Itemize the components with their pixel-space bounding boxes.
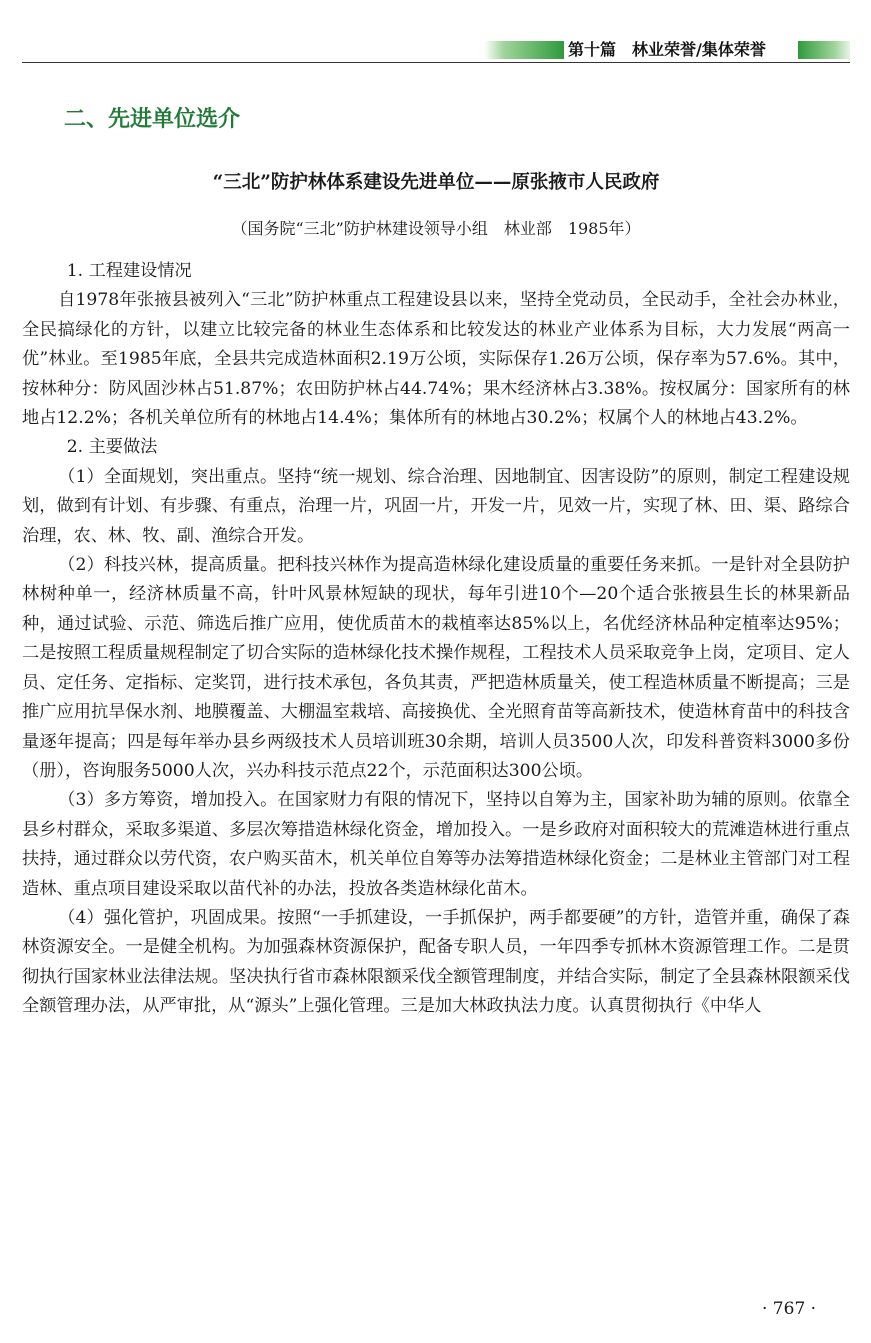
article-body — [22, 257, 850, 1022]
running-header — [22, 38, 850, 64]
header-decorative-bar-left — [484, 41, 564, 59]
subheading-project-status: 1. 工程建设情况 — [66, 261, 192, 281]
header-rule — [22, 62, 850, 63]
section-heading: 二、先进单位选介 — [64, 107, 241, 132]
subheading-main-methods: 2. 主要做法 — [66, 437, 158, 458]
header-decorative-bar-right — [798, 41, 850, 59]
article-title: “三北”防护林体系建设先进单位——原张掖市人民政府 — [212, 172, 660, 193]
paragraph: （1）全面规划，突出重点。坚持“统一规划、综合治理、因地制宜、因害设防”的原则，制定工程建设规划，做到有计划、有步骤、有重点，治理一片，巩固一片，开发一片，见效一片，实现了林、田、渠、路综合治理，农、林、牧、副、渔综合开发。 — [22, 466, 850, 546]
article-source: （国务院“三北”防护林建设领导小组 林业部 1985年） — [231, 219, 641, 238]
paragraph: （3）多方筹资，增加投入。在国家财力有限的情况下，坚持以自筹为主，国家补助为辅的原则。依靠全县乡村群众，采取多渠道、多层次筹措造林绿化资金，增加投入。一是乡政府对面积较大的荒滩造林进行重点扶持，通过群众以劳代资，农户购买苗木，机关单位自筹等办法筹措造林绿化资金；二是林业主管部门对工程造林、重点项目建设采取以苗代补的办法，投放各类造林绿化苗木。 — [22, 790, 850, 899]
paragraph: （4）强化管护，巩固成果。按照“一手抓建设，一手抓保护，两手都要硬”的方针，造管并重，确保了森林资源安全。一是健全机构。为加强森林资源保护，配备专职人员，一年四季专抓林木资源管理工作。二是贯彻执行国家林业法律法规。坚决执行省市森林限额采伐全额管理制度，并结合实际，制定了全县森林限额采伐全额管理办法，从严审批，从“源头”上强化管理。三是加大林政执法力度。认真贯彻执行《中华人 — [22, 907, 850, 1017]
paragraph: 自1978年张掖县被列入“三北”防护林重点工程建设县以来，坚持全党动员，全民动手，全社会办林业，全民搞绿化的方针，以建立比较完备的林业生态体系和比较发达的林业产业体系为目标，大力发展“两高一优”林业。至1985年底，全县共完成造林面积2.19万公顷，实际保存1.26万公顷，保存率为57.6%。其中，按林种分：防风固沙林占51.87%；农田防护林占44.74%；果木经济林占3.38%。按权属分：国家所有的林地占12.2%；各机关单位所有的林地占14.4%；集体所有的林地占30.2%；权属个人的林地占43.2%。 — [22, 290, 850, 429]
running-header-title: 第十篇 林业荣誉/集体荣誉 — [568, 40, 766, 59]
paragraph: （2）科技兴林，提高质量。把科技兴林作为提高造林绿化建设质量的重要任务来抓。一是针对全县防护林树种单一，经济林质量不高，针叶风景林短缺的现状，每年引进10个—20个适合张掖县生长的林果新品种，通过试验、示范、筛选后推广应用，使优质苗木的栽植率达85%以上，名优经济林品种定植率达95%；二是按照工程质量规程制定了切合实际的造林绿化技术操作规程，工程技术人员采取竞争上岗，定项目、定人员、定任务、定指标、定奖罚，进行技术承包，各负其责，严把造林质量关，使工程造林质量不断提高；三是推广应用抗旱保水剂、地膜覆盖、大棚温室栽培、高接换优、全光照育苗等高新技术，使造林育苗中的科技含量逐年提高；四是每年举办县乡两级技术人员培训班30余期，培训人员3500人次，印发科普资料3000多份（册），咨询服务5000人次，兴办科技示范点22个，示范面积达300公顷。 — [22, 555, 850, 781]
page-number: · 767 · — [762, 1299, 817, 1319]
